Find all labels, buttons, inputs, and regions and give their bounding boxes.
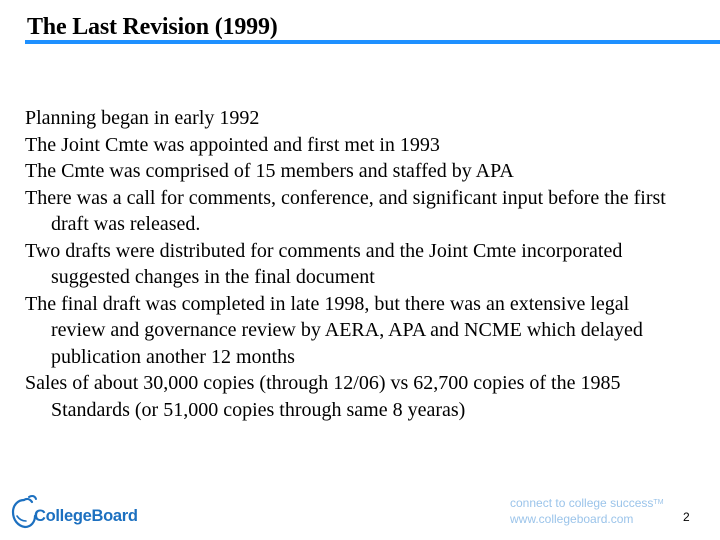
tagline-text: connect to college success xyxy=(510,496,654,510)
title-underline xyxy=(25,40,720,44)
bullet-item: Planning began in early 1992 xyxy=(25,107,260,129)
footer-url: www.collegeboard.com xyxy=(510,512,634,526)
logo-wordmark: CollegeBoard xyxy=(34,507,138,525)
college-board-logo xyxy=(10,494,160,534)
bullet-item: There was a call for comments, conference, and significant input before the first draft was released. xyxy=(25,186,666,235)
bullet-item: Two drafts were distributed for comments and the Joint Cmte incorporated suggested changes in the final document xyxy=(25,239,623,288)
trademark-mark: TM xyxy=(653,499,664,506)
bullet-item: The final draft was completed in late 1998, but there was an extensive legal review and governance review by AERA, APA and NCME which delayed publication another 12 months xyxy=(25,292,643,368)
bullet-item: Sales of about 30,000 copies (through 12/06) vs 62,700 copies of the 1985 Standards (or 51,000 copies through same 8 yearas) xyxy=(25,372,621,421)
page-number: 2 xyxy=(683,510,690,524)
bullet-list xyxy=(25,105,685,423)
footer-tagline xyxy=(510,495,664,527)
bullet-item: The Joint Cmte was appointed and first met in 1993 xyxy=(25,133,440,156)
bullet-item: The Cmte was comprised of 15 members and staffed by APA xyxy=(25,160,514,182)
slide-title: The Last Revision (1999) xyxy=(27,14,278,40)
